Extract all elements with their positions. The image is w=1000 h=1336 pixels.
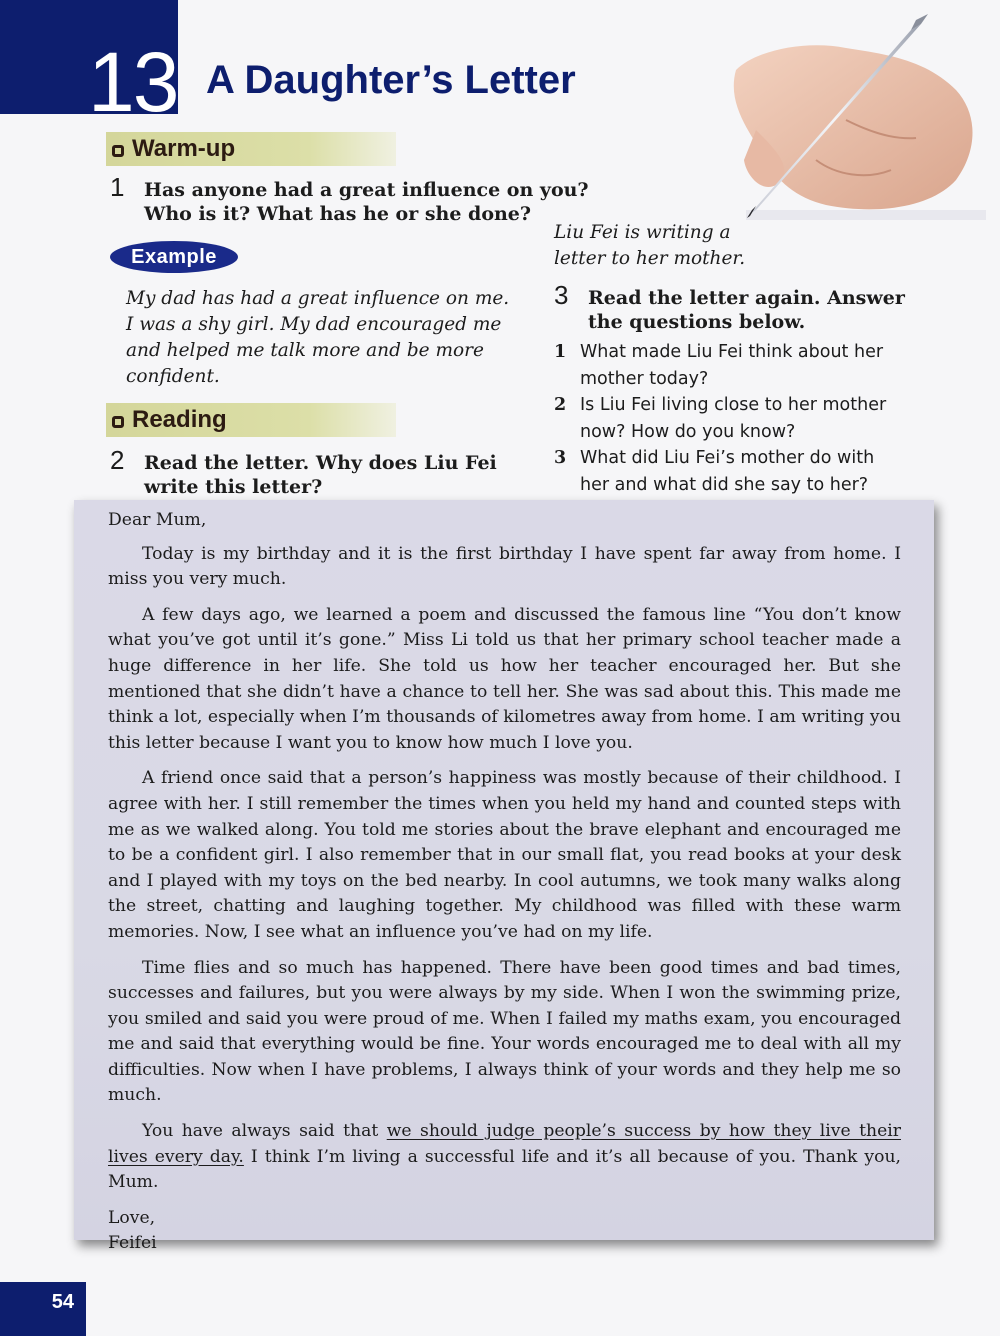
question-line: mother today? (580, 368, 709, 389)
example-line: My dad has had a great influence on me. (126, 288, 510, 309)
task-number: 2 (110, 445, 125, 475)
hand-writing-illustration (716, 10, 986, 220)
task-3 (554, 280, 968, 334)
letter-paragraph: Time flies and so much has happened. There have been good times and bad times, successes and failures, but you were always by my side. When I won the swimming prize, you smiled and said you were proud of me. When I failed my maths exam, you encouraged me and said that everything would be fine. Your words encouraged me to deal with all my difficulties. Now when I have problems, I always think of your words and they help me so much. (108, 957, 901, 1106)
letter-text: You have always said that (142, 1121, 387, 1142)
unit-number: 13 (88, 35, 178, 129)
letter-paragraph: A friend once said that a person’s happiness was mostly because of their childhood. I agree with her. I still remember the times when you held my hand and counted steps with me as we walked along. You told me stories about the brave elephant and encouraged me to be a confident girl. I also remember that in our small flat, you read books at your desk and I played with my toys on the bed nearby. In cool autumns, we took many walks along the street, chatting and laughing together. My childhood was filled with these warm memories. Now, I see what an influence you’ve had on my life. (108, 768, 901, 942)
underlined-quote: we should judge people’s success by how they live their lives every day. (108, 1121, 901, 1167)
reading-section-heading (106, 403, 396, 437)
question-item (554, 392, 954, 445)
letter-paragraph: A few days ago, we learned a poem and discussed the famous line “You don’t know what you’ve got until it’s gone.” Miss Li told us that her primary school teacher made a huge difference in her life. She told us how her teacher encouraged her. But she mentioned that she didn’t have a chance to tell her. She was sad about this. This made me think a lot, especially when I’m thousands of kilometres away from home. I am writing you this letter because I want you to know how much I love you. (108, 604, 901, 753)
letter-closing: Love, (108, 1207, 156, 1228)
letter-text: I think I’m living a successful life and it’s all because of you. Thank you, Mum. (108, 1146, 901, 1193)
question-item (554, 445, 954, 498)
example-line: and helped me talk more and be more (126, 340, 484, 361)
warmup-heading-label: Warm-up (132, 135, 236, 162)
page-title: A Daughter’s Letter (206, 58, 576, 102)
letter-paragraph: Today is my birthday and it is the first birthday I have spent far away from home. I miss you very much. (108, 543, 901, 590)
section-bullet-icon (112, 145, 124, 157)
warmup-task (110, 172, 604, 226)
letter-paragraph (108, 1119, 901, 1196)
letter-body (108, 508, 901, 1257)
question-list (554, 339, 954, 498)
page-number: 54 (0, 1282, 86, 1336)
letter-greeting: Dear Mum, (108, 510, 207, 530)
task-text-line: the questions below. (588, 311, 806, 333)
task-number: 3 (554, 280, 569, 310)
caption-line: Liu Fei is writing a (554, 222, 731, 243)
example-line: confident. (126, 366, 220, 387)
caption-line: letter to her mother. (554, 248, 746, 269)
task-number: 1 (110, 172, 125, 202)
question-number: 3 (554, 448, 567, 468)
letter-signature: Feifei (108, 1233, 157, 1254)
section-bullet-icon (112, 416, 124, 428)
task-text-line: write this letter? (144, 476, 323, 498)
question-number: 1 (554, 342, 567, 362)
question-number: 2 (554, 395, 567, 415)
task-text-line: Who is it? What has he or she done? (144, 203, 532, 225)
task-text-line: Has anyone had a great influence on you? (144, 179, 589, 201)
question-item (554, 339, 954, 392)
question-line: now? How do you know? (580, 421, 796, 442)
example-badge: Example (110, 241, 238, 273)
reading-task (110, 445, 524, 499)
task-text-line: Read the letter. Why does Liu Fei (144, 452, 497, 474)
question-line: What did Liu Fei’s mother do with (580, 448, 875, 468)
illustration-caption (554, 220, 814, 272)
question-line: What made Liu Fei think about her (580, 342, 884, 362)
example-text (126, 286, 526, 390)
reading-heading-label: Reading (132, 406, 227, 433)
example-line: I was a shy girl. My dad encouraged me (126, 314, 502, 335)
warmup-section-heading (106, 132, 396, 166)
question-line: Is Liu Fei living close to her mother (580, 395, 887, 415)
question-line: her and what did she say to her? (580, 474, 869, 495)
task-text-line: Read the letter again. Answer (588, 287, 905, 309)
